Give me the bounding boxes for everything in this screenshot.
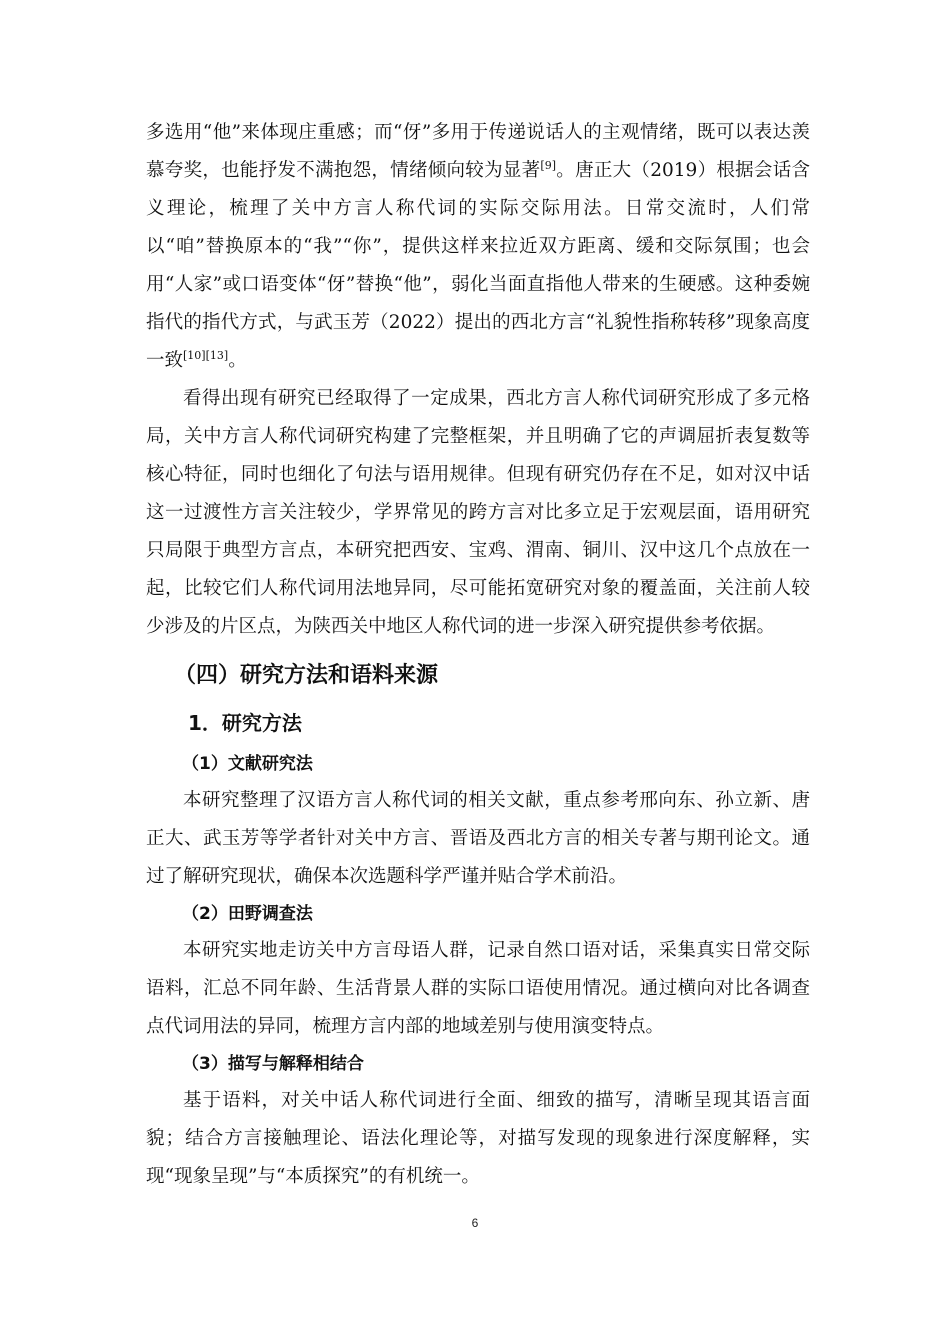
method-paragraph: 本研究整理了汉语方言人称代词的相关文献，重点参考邢向东、孙立新、唐正大、武玉芳等学者针对关中方言、晋语及西北方言的相关专著与期刊论文。通过了解研究现状，确保本次选题科学严谨并贴合学术前沿。 (146, 790, 810, 887)
paragraph-text: 。 (228, 350, 247, 371)
method-heading: （2）田野调查法 (182, 904, 313, 924)
paragraph-text: 多选用“他”来体现庄重感；而“伢”多用于传递说话人的主观情绪，既可以表达羡慕夸奖，也能抒发不满抱怨，情绪倾向较为显著 (146, 122, 810, 181)
citation-ref: [9] (540, 158, 557, 172)
paragraph-text: 。唐正大（2019）根据会话含义理论，梳理了关中方言人称代词的实际交际用法。日常交流时，人们常以“咱”替换原本的“我”“你”，提供这样来拉近双方距离、缓和交际氛围；也会用“人家”或口语变体“伢”替换“他”，弱化当面直指他人带来的生硬感。这种委婉指代的指代方式，与武玉芳（2022）提出的西北方言“礼貌性指称转移”现象高度一致 (146, 160, 810, 371)
subsection-heading: 1．研究方法 (188, 711, 302, 735)
paragraph-continued (146, 114, 810, 380)
method-paragraph: 基于语料，对关中话人称代词进行全面、细致的描写，清晰呈现其语言面貌；结合方言接触理论、语法化理论等，对描写发现的现象进行深度解释，实现“现象呈现”与“本质探究”的有机统一。 (146, 1090, 810, 1187)
section-heading: （四）研究方法和语料来源 (174, 663, 439, 688)
method-heading: （1）文献研究法 (182, 754, 313, 774)
method-paragraph: 本研究实地走访关中方言母语人群，记录自然口语对话，采集真实日常交际语料，汇总不同年龄、生活背景人群的实际口语使用情况。通过横向对比各调查点代词用法的异同，梳理方言内部的地域差别与使用演变特点。 (146, 940, 810, 1037)
method-heading: （3）描写与解释相结合 (182, 1054, 364, 1074)
page-number: 6 (471, 1216, 479, 1230)
page-body (146, 114, 810, 1196)
paragraph-summary: 看得出现有研究已经取得了一定成果，西北方言人称代词研究形成了多元格局，关中方言人称代词研究构建了完整框架，并且明确了它的声调屈折表复数等核心特征，同时也细化了句法与语用规律。但现有研究仍存在不足，如对汉中话这一过渡性方言关注较少，学界常见的跨方言对比多立足于宏观层面，语用研究只局限于典型方言点，本研究把西安、宝鸡、渭南、铜川、汉中这几个点放在一起，比较它们人称代词用法地异同，尽可能拓宽研究对象的覆盖面，关注前人较少涉及的片区点，为陕西关中地区人称代词的进一步深入研究提供参考依据。 (146, 388, 810, 637)
citation-ref: [10][13] (183, 348, 229, 362)
